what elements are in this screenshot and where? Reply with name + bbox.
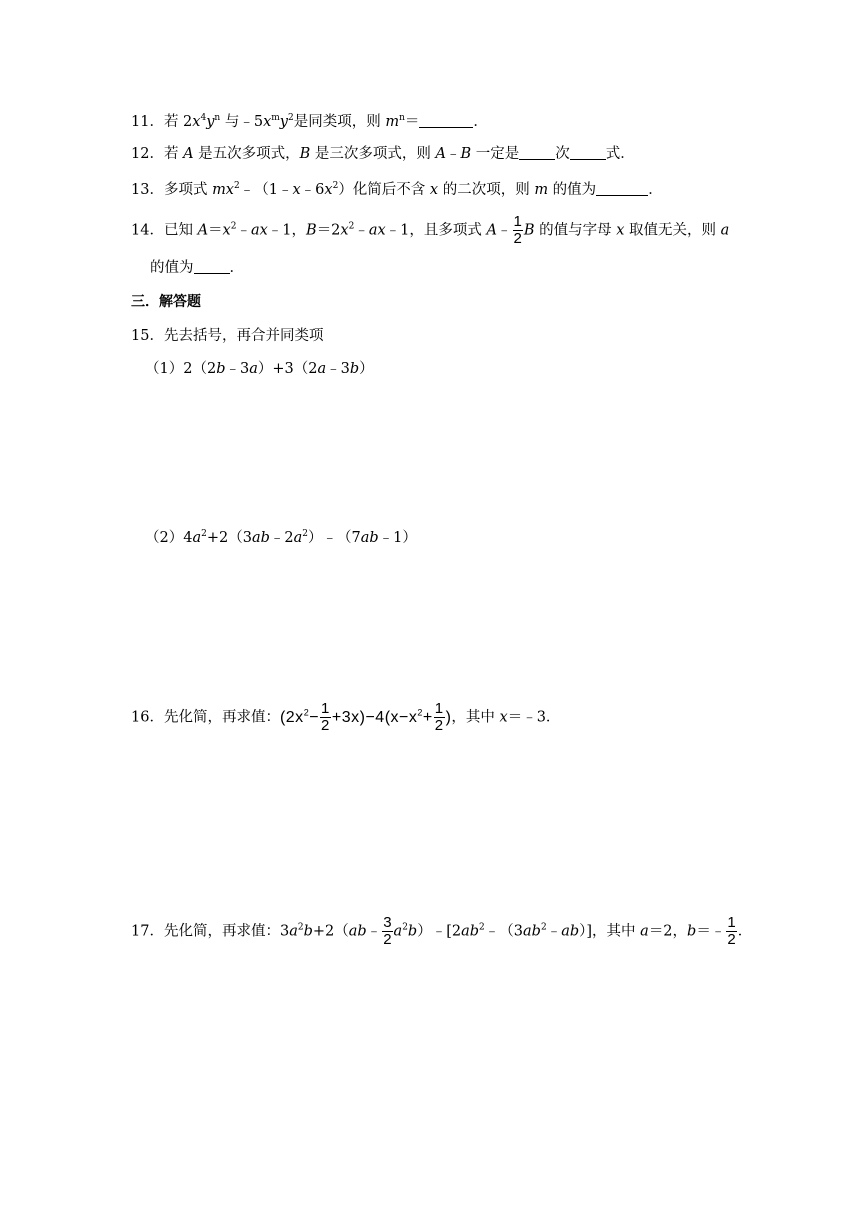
var: ab [461,923,480,940]
text: ）化简后不含 [338,182,430,198]
text: （1）2（2 [145,361,217,377]
expr-part: +3x)−4(x−x [331,708,418,726]
var: b [216,361,226,377]
text: 的值与字母 [534,222,617,239]
denominator: 2 [321,717,330,734]
text: ． [737,923,753,940]
denominator: 2 [727,931,736,948]
text: +2（3 [206,530,252,546]
var: m [534,182,549,198]
text: 是三次多项式，则 [310,146,436,162]
answer-blank-type[interactable] [570,145,606,160]
expr-part: + [422,708,433,726]
answer-blank[interactable] [419,113,473,128]
text: ﹣ [546,923,562,940]
text: ﹣1） [378,530,417,546]
var: A [197,222,209,239]
var: x [340,222,349,239]
question-number: 14． [131,222,164,239]
text: ＝2 [316,222,341,239]
exponent: 2 [540,922,547,933]
var: b [349,361,360,377]
var: a [192,530,202,546]
var: A [183,146,194,162]
text: ﹣ [354,222,369,239]
text: ﹣1， [267,222,307,239]
text: ＝ [208,222,223,239]
exponent: 2 [402,922,408,933]
question-15-part-2 [145,528,417,548]
exponent: 2 [297,922,304,933]
text: ﹣（3 [484,923,524,940]
exponent: 2 [288,113,294,124]
denominator: 2 [383,931,392,948]
text: +2（ [312,923,349,940]
var: B [523,222,535,239]
fraction [726,915,736,948]
text: ﹣2 [269,530,294,546]
var: a [720,222,730,239]
fraction [320,701,331,734]
text: 先化简，再求值：3 [163,923,290,940]
text: ）﹣（7 [308,530,361,546]
question-17 [131,915,752,948]
text: ． [473,114,488,130]
text: 的值为 [150,260,194,276]
text: ﹣ [497,222,512,239]
exponent: 4 [200,113,207,124]
exponent: 2 [302,529,309,540]
text: 次 [555,146,570,162]
text: ﹣1，且多项式 [385,222,487,239]
text: ． [229,260,244,276]
text: ） [359,361,374,377]
text: ． [648,182,663,198]
var: ab [561,923,580,940]
question-text: 先去括号，再合并同类项 [163,328,324,344]
var: ax [368,222,386,239]
expr-part: − [309,708,320,726]
var: ab [360,530,379,546]
exponent: 2 [201,529,207,540]
var: m [385,114,400,130]
text: ＝﹣3． [507,709,561,726]
question-15-part-1 [145,359,374,379]
var: x [324,182,333,198]
exponent: 2 [332,181,339,192]
var: ax [250,222,268,239]
exponent: 2 [417,707,423,718]
var: a [289,923,298,940]
text: 的二次项，则 [438,182,535,198]
answer-blank[interactable] [596,181,648,196]
text: ﹣（1﹣ [239,182,293,198]
var: x [429,182,439,198]
var: x [192,114,201,130]
fraction [382,915,392,948]
var: a [293,530,303,546]
var: x [616,222,625,239]
math-expression [279,700,452,734]
question-number: 11． [131,114,164,130]
exponent: 2 [348,221,355,232]
fraction [513,214,523,247]
text: 式． [605,146,635,162]
text: 的值为 [548,182,597,198]
exponent: 2 [303,707,310,718]
var: a [317,361,327,377]
text: ＝﹣ [696,923,726,940]
exponent: n [214,113,221,124]
exponent: 2 [479,922,485,933]
var: a [249,361,258,377]
var: a [640,923,649,940]
question-13 [131,180,663,200]
text: ﹣ [236,222,251,239]
section-heading: 三．解答题 [131,294,201,310]
answer-blank-degree[interactable] [519,145,555,160]
var: y [206,114,215,130]
text: 多项式 [163,182,213,198]
expr-part: (2x [279,708,304,726]
var: x [499,709,508,726]
exponent: 2 [230,221,237,232]
text: 若 [163,146,184,162]
var: B [299,146,311,162]
denominator: 2 [513,230,522,247]
text: ﹣ [446,146,461,162]
var: B [306,222,317,239]
question-number: 15． [131,328,164,344]
var: b [303,923,313,940]
var: b [687,923,697,940]
question-14 [131,214,729,247]
numerator: 1 [321,700,330,717]
numerator: 1 [513,213,522,230]
text: ﹣6 [300,182,325,198]
exponent: n [399,113,405,124]
text: （2）4 [145,530,193,546]
question-number: 12． [131,146,164,162]
var: B [460,146,472,162]
var: A [435,146,447,162]
var: ab [251,530,270,546]
text: ﹣3 [225,361,250,377]
fraction [434,701,445,734]
var: A [486,222,497,239]
text: 已知 [163,222,198,239]
question-15 [131,326,323,346]
text: ＝2， [648,923,688,940]
numerator: 1 [434,700,444,717]
text: 与﹣5 [220,114,264,130]
var: a [393,923,403,940]
text: 若 2 [163,114,193,130]
text: ，其中 [451,709,500,726]
question-number: 16． [131,709,164,726]
var: ab [348,923,367,940]
question-number: 17． [131,923,164,940]
text: 一定是 [471,146,520,162]
text: 取值无关，则 [624,222,721,239]
numerator: 3 [383,914,392,931]
text: ）+3（2 [257,361,318,377]
question-12 [131,144,635,164]
numerator: 1 [727,914,736,931]
question-number: 13． [131,182,164,198]
var: y [279,114,288,130]
question-11 [131,112,488,132]
denominator: 2 [434,717,444,734]
text: ）]，其中 [579,923,641,940]
expr-part: ) [445,708,452,726]
var: b [407,923,418,940]
text: 是五次多项式， [193,146,300,162]
var: x [222,222,231,239]
text: ）﹣[2 [417,923,462,940]
exponent: m [271,113,280,124]
question-14-continued [150,258,244,278]
text: 是同类项，则 [293,114,386,130]
text: ﹣3 [326,361,350,377]
var: x [263,114,272,130]
answer-blank[interactable] [194,259,230,274]
text: 先化简，再求值： [163,709,280,726]
exponent: 2 [234,181,240,192]
var: ab [523,923,541,940]
text: ﹣ [366,923,382,940]
text: ＝ [404,114,420,130]
question-16 [131,701,560,734]
var: x [292,182,301,198]
var: mx [212,182,234,198]
